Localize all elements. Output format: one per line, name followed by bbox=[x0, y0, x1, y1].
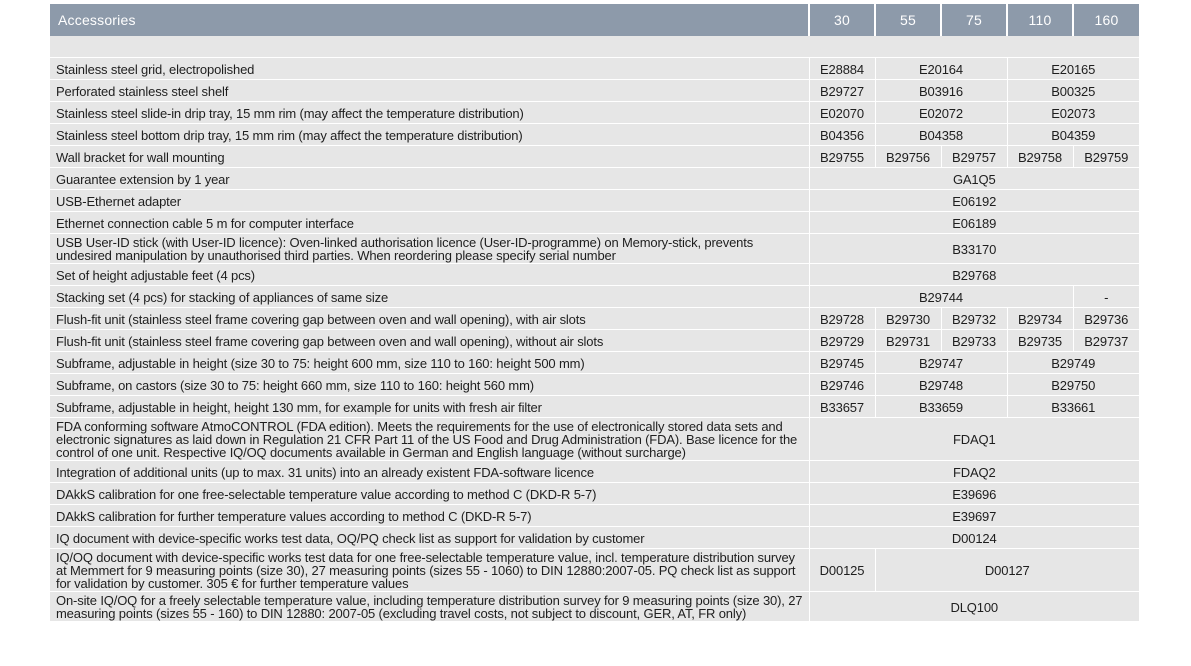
table-row bbox=[50, 124, 1139, 146]
order-number: B29732 bbox=[941, 308, 1007, 330]
order-number: B29729 bbox=[809, 330, 875, 352]
order-number: B29735 bbox=[1007, 330, 1073, 352]
table-row bbox=[50, 80, 1139, 102]
order-number: E02070 bbox=[809, 102, 875, 124]
table-row bbox=[50, 330, 1139, 352]
accessory-description: FDA conforming software AtmoCONTROL (FDA edition). Meets the requirements for the use of electronically stored data sets and electronic signatures as laid down in Regulation 21 CFR Part 11 of the US Food and Drug Administration (FDA). Base licence for the control of one unit. Respective IQ/OQ documents available in German and English language (without surcharge) bbox=[50, 418, 809, 461]
order-number: B29756 bbox=[875, 146, 941, 168]
accessory-description: Stacking set (4 pcs) for stacking of appliances of same size bbox=[50, 286, 809, 308]
table-row bbox=[50, 592, 1139, 622]
accessory-description: Subframe, adjustable in height, height 130 mm, for example for units with fresh air filter bbox=[50, 396, 809, 418]
accessory-description: Subframe, on castors (size 30 to 75: height 660 mm, size 110 to 160: height 560 mm) bbox=[50, 374, 809, 396]
order-number: B03916 bbox=[875, 80, 1007, 102]
accessory-description: Guarantee extension by 1 year bbox=[50, 168, 809, 190]
order-number: B29750 bbox=[1007, 374, 1139, 396]
order-number: B29749 bbox=[1007, 352, 1139, 374]
order-number: B29727 bbox=[809, 80, 875, 102]
order-number: D00124 bbox=[809, 527, 1139, 549]
table-row bbox=[50, 234, 1139, 264]
accessory-description: Stainless steel slide-in drip tray, 15 mm rim (may affect the temperature distribution) bbox=[50, 102, 809, 124]
table-row bbox=[50, 308, 1139, 330]
accessory-description: Ethernet connection cable 5 m for computer interface bbox=[50, 212, 809, 234]
order-number: B29737 bbox=[1073, 330, 1139, 352]
header-size-160: 160 bbox=[1073, 4, 1139, 36]
order-number: B04356 bbox=[809, 124, 875, 146]
accessory-description: USB-Ethernet adapter bbox=[50, 190, 809, 212]
order-number: B29745 bbox=[809, 352, 875, 374]
table-row bbox=[50, 264, 1139, 286]
table-row bbox=[50, 396, 1139, 418]
order-number: B29755 bbox=[809, 146, 875, 168]
table-row bbox=[50, 212, 1139, 234]
table-row bbox=[50, 190, 1139, 212]
order-number: B04358 bbox=[875, 124, 1007, 146]
table-row bbox=[50, 461, 1139, 483]
table-row bbox=[50, 146, 1139, 168]
header-size-30: 30 bbox=[809, 4, 875, 36]
accessory-description: IQ document with device-specific works test data, OQ/PQ check list as support for validation by customer bbox=[50, 527, 809, 549]
order-number: B29733 bbox=[941, 330, 1007, 352]
accessory-description: DAkkS calibration for one free-selectable temperature value according to method C (DKD-R 5-7) bbox=[50, 483, 809, 505]
order-number: E28884 bbox=[809, 58, 875, 80]
order-number: E02072 bbox=[875, 102, 1007, 124]
order-number: D00127 bbox=[875, 549, 1139, 592]
table-row bbox=[50, 102, 1139, 124]
header-title: Accessories bbox=[50, 4, 809, 36]
accessories-table bbox=[50, 4, 1139, 622]
header-size-55: 55 bbox=[875, 4, 941, 36]
accessory-description: Flush-fit unit (stainless steel frame covering gap between oven and wall opening), without air slots bbox=[50, 330, 809, 352]
order-number: B29758 bbox=[1007, 146, 1073, 168]
order-number: B29746 bbox=[809, 374, 875, 396]
order-number: B33657 bbox=[809, 396, 875, 418]
header-size-75: 75 bbox=[941, 4, 1007, 36]
table-row bbox=[50, 549, 1139, 592]
order-number: FDAQ1 bbox=[809, 418, 1139, 461]
order-number: B33661 bbox=[1007, 396, 1139, 418]
order-number: B29768 bbox=[809, 264, 1139, 286]
order-number: - bbox=[1073, 286, 1139, 308]
table-row bbox=[50, 527, 1139, 549]
table-row bbox=[50, 58, 1139, 80]
order-number: B29747 bbox=[875, 352, 1007, 374]
order-number: B00325 bbox=[1007, 80, 1139, 102]
accessory-description: Perforated stainless steel shelf bbox=[50, 80, 809, 102]
order-number: B04359 bbox=[1007, 124, 1139, 146]
order-number: E20165 bbox=[1007, 58, 1139, 80]
order-number: E39696 bbox=[809, 483, 1139, 505]
order-number: B29759 bbox=[1073, 146, 1139, 168]
order-number: B29757 bbox=[941, 146, 1007, 168]
accessory-description: On-site IQ/OQ for a freely selectable temperature value, including temperature distribution survey for 9 measuring points (size 30), 27 measuring points (sizes 55 - 160) to DIN 12880: 2007-05 (excluding travel costs, not subject to discount, GER, AT, FR only) bbox=[50, 592, 809, 622]
accessories-body bbox=[50, 36, 1139, 622]
table-row bbox=[50, 505, 1139, 527]
accessory-description: Stainless steel bottom drip tray, 15 mm rim (may affect the temperature distribution) bbox=[50, 124, 809, 146]
accessory-description: Wall bracket for wall mounting bbox=[50, 146, 809, 168]
order-number: B33659 bbox=[875, 396, 1007, 418]
table-row bbox=[50, 374, 1139, 396]
header-row bbox=[50, 4, 1139, 36]
order-number: DLQ100 bbox=[809, 592, 1139, 622]
accessory-description: USB User-ID stick (with User-ID licence): Oven-linked authorisation licence (User-ID-programme) on Memory-stick, prevents undesired manipulation by unauthorised third parties. When reordering please specify serial number bbox=[50, 234, 809, 264]
accessory-description: DAkkS calibration for further temperature values according to method C (DKD-R 5-7) bbox=[50, 505, 809, 527]
order-number: E02073 bbox=[1007, 102, 1139, 124]
order-number: D00125 bbox=[809, 549, 875, 592]
order-number: B29748 bbox=[875, 374, 1007, 396]
order-number: B29731 bbox=[875, 330, 941, 352]
order-number: E39697 bbox=[809, 505, 1139, 527]
order-number: B29736 bbox=[1073, 308, 1139, 330]
accessories-table-wrapper bbox=[50, 4, 1139, 622]
order-number: E06192 bbox=[809, 190, 1139, 212]
order-number: B29734 bbox=[1007, 308, 1073, 330]
order-number: GA1Q5 bbox=[809, 168, 1139, 190]
accessory-description: Set of height adjustable feet (4 pcs) bbox=[50, 264, 809, 286]
accessory-description: Stainless steel grid, electropolished bbox=[50, 58, 809, 80]
table-row bbox=[50, 168, 1139, 190]
order-number: FDAQ2 bbox=[809, 461, 1139, 483]
order-number: E06189 bbox=[809, 212, 1139, 234]
table-row bbox=[50, 286, 1139, 308]
accessory-description: Flush-fit unit (stainless steel frame covering gap between oven and wall opening), with air slots bbox=[50, 308, 809, 330]
header-size-110: 110 bbox=[1007, 4, 1073, 36]
table-row bbox=[50, 483, 1139, 505]
order-number: B33170 bbox=[809, 234, 1139, 264]
order-number: E20164 bbox=[875, 58, 1007, 80]
accessory-description: Integration of additional units (up to max. 31 units) into an already existent FDA-software licence bbox=[50, 461, 809, 483]
table-row bbox=[50, 418, 1139, 461]
table-row bbox=[50, 352, 1139, 374]
order-number: B29728 bbox=[809, 308, 875, 330]
order-number: B29730 bbox=[875, 308, 941, 330]
order-number: B29744 bbox=[809, 286, 1073, 308]
accessory-description: Subframe, adjustable in height (size 30 to 75: height 600 mm, size 110 to 160: height 500 mm) bbox=[50, 352, 809, 374]
accessory-description: IQ/OQ document with device-specific works test data for one free-selectable temperature value, incl. temperature distribution survey at Memmert for 9 measuring points (size 30), 27 measuring points (sizes 55 - 1060) to DIN 12880:2007-05. PQ check list as support for validation by customer. 305 € for further temperature values bbox=[50, 549, 809, 592]
